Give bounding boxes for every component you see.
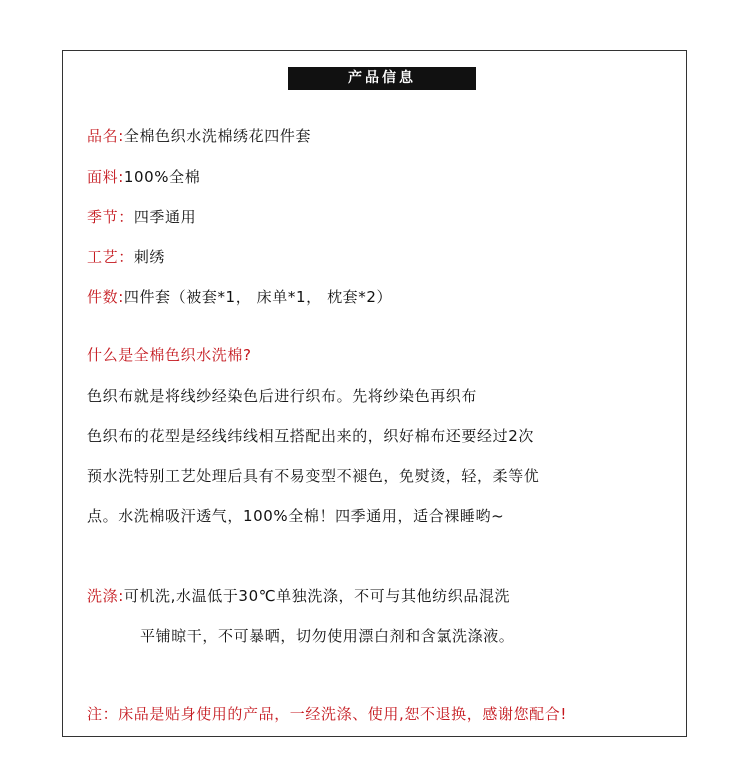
intro-heading: 什么是全棉色织水洗棉? xyxy=(87,346,252,364)
spec-value: 四季通用 xyxy=(133,208,197,226)
wash-sep: : xyxy=(118,587,124,605)
spec-label: 季节 xyxy=(87,208,119,226)
intro-line: 色织布的花型是经线纬线相互搭配出来的，织好棉布还要经过2次 xyxy=(87,427,534,445)
spec-row-craft xyxy=(87,246,165,267)
spec-row-name xyxy=(87,125,311,146)
spec-sep: ： xyxy=(118,208,134,226)
wash-line-1: 可机洗,水温低于30℃单独洗涤，不可与其他纺织品混洗 xyxy=(123,587,511,605)
spec-sep: : xyxy=(118,127,124,145)
spec-sep: : xyxy=(118,168,124,186)
wash-row xyxy=(87,585,510,606)
wash-line-2: 平铺晾干，不可暴晒，切勿使用漂白剂和含氯洗涤液。 xyxy=(140,627,515,645)
spec-label: 品名 xyxy=(87,127,119,145)
spec-label: 面料 xyxy=(87,168,119,186)
spec-sep: ： xyxy=(118,248,134,266)
spec-label: 工艺 xyxy=(87,248,119,266)
wash-label: 洗涤 xyxy=(87,587,119,605)
spec-row-pieces xyxy=(87,286,392,307)
spec-value: 刺绣 xyxy=(133,248,166,266)
spec-value: 四件套（被套*1， 床单*1， 枕套*2） xyxy=(123,288,393,306)
intro-line: 色织布就是将线纱经染色后进行织布。先将纱染色再织布 xyxy=(87,387,478,405)
intro-line: 点。水洗棉吸汗透气，100%全棉！四季通用，适合裸睡哟~ xyxy=(87,507,505,525)
spec-label: 件数 xyxy=(87,288,119,306)
intro-line: 预水洗特别工艺处理后具有不易变型不褪色，免熨烫，轻，柔等优 xyxy=(87,467,540,485)
spec-row-fabric xyxy=(87,166,200,187)
spec-row-season xyxy=(87,206,196,227)
return-notice: 注：床品是贴身使用的产品，一经洗涤、使用,恕不退换，感谢您配合! xyxy=(87,705,567,723)
spec-sep: : xyxy=(118,288,124,306)
spec-value: 全棉色织水洗棉绣花四件套 xyxy=(123,127,312,145)
section-banner xyxy=(288,67,476,90)
spec-value: 100%全棉 xyxy=(123,168,201,186)
banner-title: 产品信息 xyxy=(348,70,416,86)
